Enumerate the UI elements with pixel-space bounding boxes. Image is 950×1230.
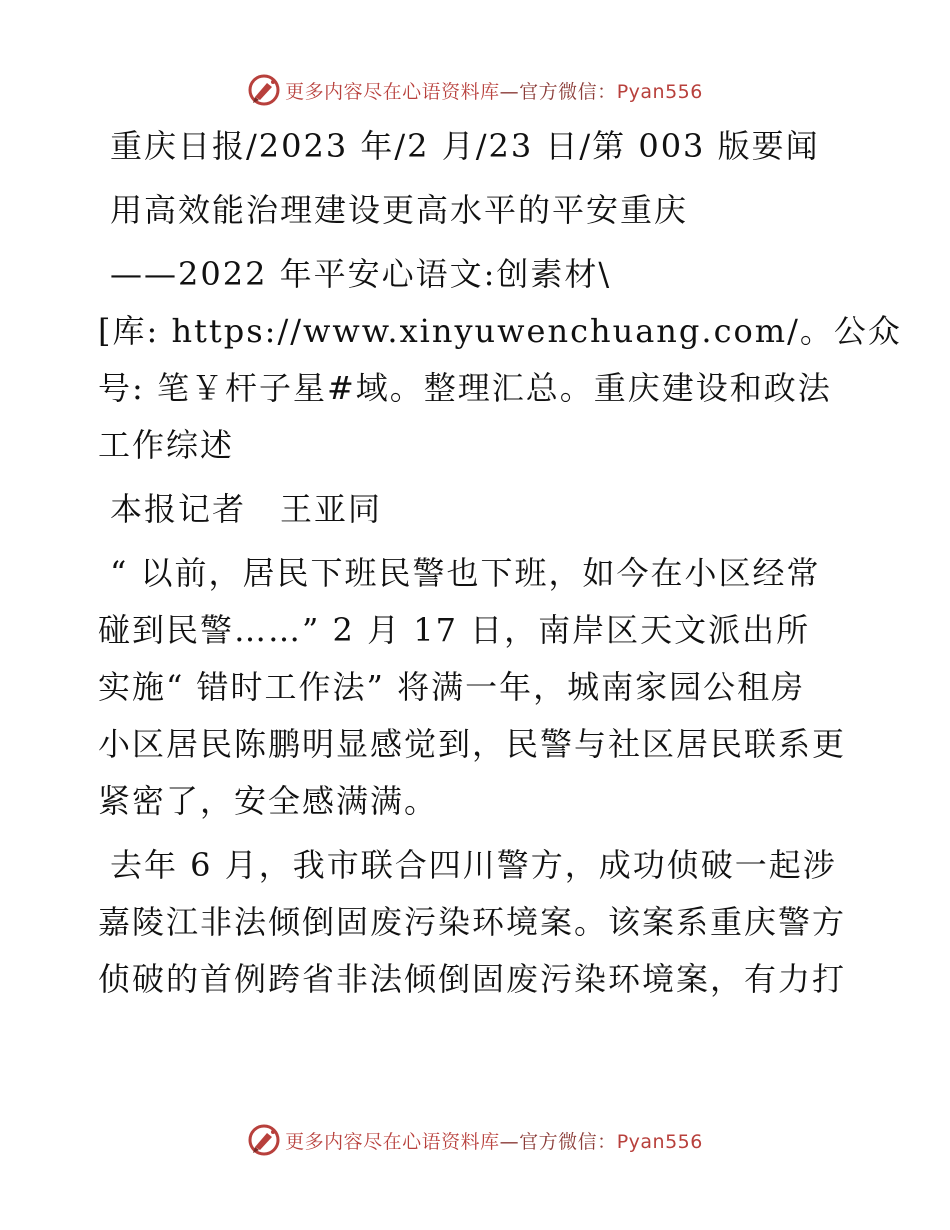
watermark-text: 更多内容尽在心语资料库—官方微信：Pyan556	[285, 1130, 703, 1153]
header-watermark	[0, 70, 950, 110]
paragraph-line: “ 以前，居民下班民警也下班，如今在小区经常	[110, 554, 821, 592]
subtitle-line: [库: https://www.xinyuwenchuang.com/。公众	[98, 312, 902, 350]
article-title: 用高效能治理建设更高水平的平安重庆	[110, 191, 689, 229]
article-subtitle	[98, 246, 902, 474]
paragraph-1	[98, 545, 858, 830]
subtitle-line: 号: 笔￥杆子星#域。整理汇总。重庆建设和政法	[98, 369, 832, 407]
footer-watermark	[0, 1120, 950, 1160]
paragraph-line: 嘉陵江非法倾倒固废污染环境案。该案系重庆警方	[98, 903, 847, 941]
paragraph-line: 紧密了，安全感满满。	[98, 782, 439, 820]
paragraph-line: 实施“ 错时工作法” 将满一年，城南家园公租房	[98, 668, 806, 706]
article-dateline: 重庆日报/2023 年/2 月/23 日/第 003 版要闻	[110, 127, 820, 165]
watermark-text: 更多内容尽在心语资料库—官方微信：Pyan556	[285, 80, 703, 103]
paragraph-line: 侦破的首例跨省非法倾倒固废污染环境案，有力打	[98, 960, 847, 998]
article-byline: 本报记者 王亚同	[110, 490, 383, 528]
subtitle-line: 工作综述	[98, 426, 235, 464]
article-body	[98, 118, 902, 1008]
paragraph-line: 小区居民陈鹏明显感觉到，民警与社区居民联系更	[98, 725, 847, 763]
paragraph-line: 碰到民警……” 2 月 17 日，南岸区天文派出所	[98, 611, 811, 649]
paragraph-2	[98, 837, 858, 1008]
subtitle-line: ——2022 年平安心语文:创素材\	[110, 255, 612, 293]
pen-logo-icon	[247, 1123, 281, 1157]
pen-logo-icon	[247, 73, 281, 107]
paragraph-line: 去年 6 月，我市联合四川警方，成功侦破一起涉	[110, 846, 837, 884]
